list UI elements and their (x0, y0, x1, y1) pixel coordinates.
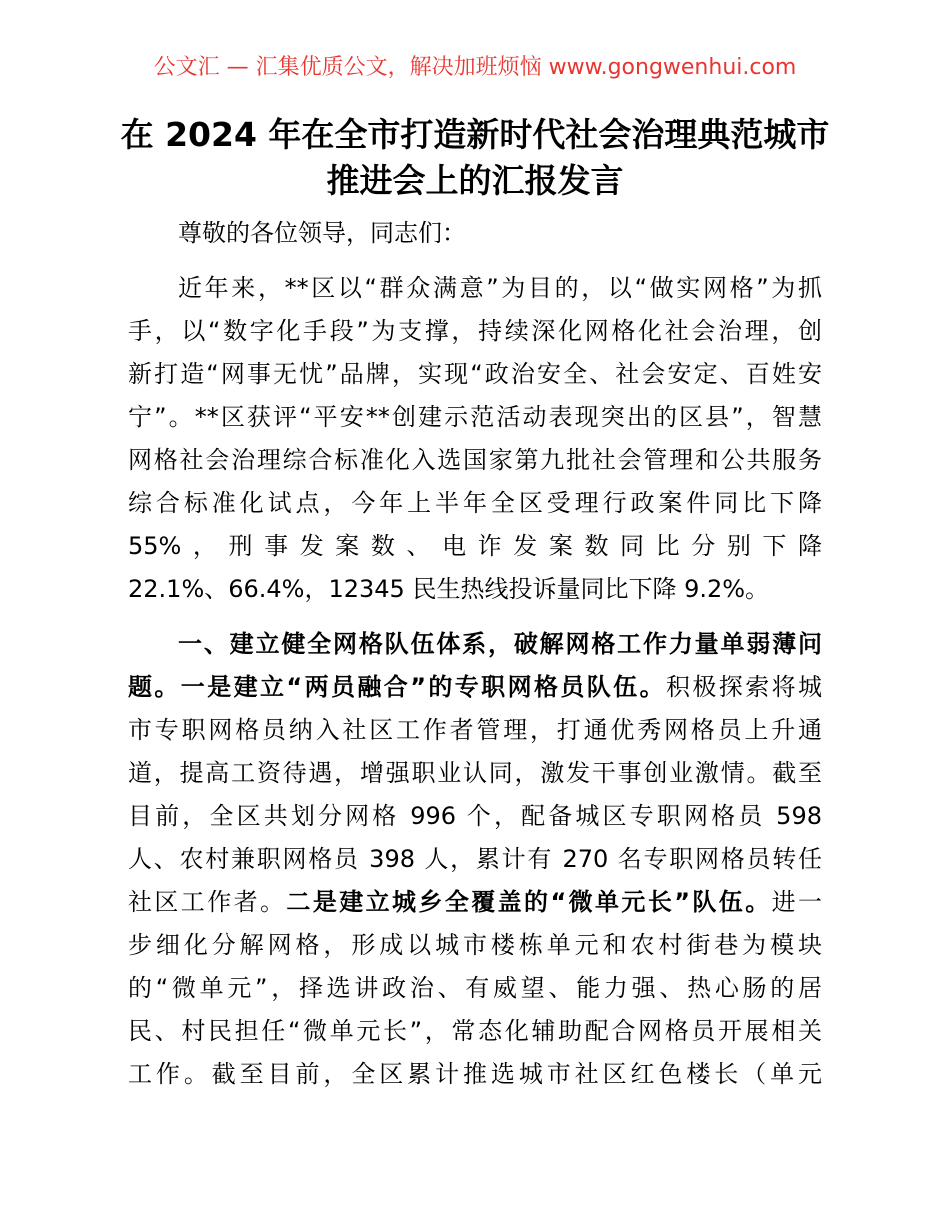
text-segment: 人、农村兼职网格员 398 人，累计有 270 名专职网格员转任 (128, 845, 822, 873)
text-segment: 目前，全区共划分网格 996 个，配备城区专职网格员 598 (128, 802, 822, 830)
text-line (128, 967, 822, 1010)
bold-text-segment: 二是建立城乡全覆盖的“微单元长”队伍。 (286, 888, 772, 916)
text-line (128, 396, 822, 439)
bold-text-segment: 题。一是建立“两员融合”的专职网格员队伍。 (128, 673, 666, 701)
paragraph (128, 623, 822, 1096)
text-line (128, 1053, 822, 1096)
body-text (128, 212, 822, 1096)
text-segment: 手，以“数字化手段”为支撑，持续深化网格化社会治理，创 (128, 317, 822, 345)
text-segment: 宁”。**区获评“平安**创建示范活动表现突出的区县”，智慧 (128, 403, 822, 431)
text-segment: 22.1%、66.4%，12345 民生热线投诉量同比下降 9.2%。 (128, 575, 770, 603)
text-segment: 社区工作者。 (128, 888, 287, 916)
text-segment: 新打造“网事无忧”品牌，实现“政治安全、社会安定、百姓安 (128, 360, 822, 388)
text-segment: 进一 (771, 888, 822, 916)
text-segment: 工作。截至目前，全区累计推选城市社区红色楼长（单元 (128, 1060, 822, 1088)
text-segment: 道，提高工资待遇，增强职业认同，激发干事创业激情。截至 (128, 759, 822, 787)
text-line (128, 568, 822, 611)
text-segment: 市专职网格员纳入社区工作者管理，打通优秀网格员上升通 (128, 716, 822, 744)
paragraph (128, 212, 822, 255)
text-line (128, 525, 822, 568)
text-line (128, 752, 822, 795)
text-segment: 尊敬的各位领导，同志们： (178, 219, 466, 247)
text-line (128, 310, 822, 353)
text-segment: 民、村民担任“微单元长”，常态化辅助配合网格员开展相关 (128, 1017, 822, 1045)
text-segment: 步细化分解网格，形成以城市楼栋单元和农村街巷为模块 (128, 931, 822, 959)
paragraph (128, 267, 822, 611)
text-line (128, 212, 822, 255)
document-title (80, 112, 870, 204)
text-segment: 网格社会治理综合标准化入选国家第九批社会管理和公共服务 (128, 446, 822, 474)
text-segment: 综合标准化试点，今年上半年全区受理行政案件同比下降 (128, 489, 822, 517)
watermark-header-text: 公文汇 — 汇集优质公文，解决加班烦恼 www.gongwenhui.com (153, 55, 797, 80)
text-line (128, 353, 822, 396)
text-segment: 积极探索将城 (666, 673, 822, 701)
text-segment: 55%，刑事发案数、电诈发案数同比分别下降 (128, 532, 822, 560)
text-line (128, 924, 822, 967)
text-line (128, 881, 822, 924)
text-line (128, 1010, 822, 1053)
document-title-line-2: 推进会上的汇报发言 (326, 161, 624, 200)
text-line (128, 795, 822, 838)
bold-text-segment: 一、建立健全网格队伍体系，破解网格工作力量单弱薄问 (178, 630, 822, 658)
text-line (128, 666, 822, 709)
text-line (128, 439, 822, 482)
text-line (128, 267, 822, 310)
text-line (128, 709, 822, 752)
text-line (128, 482, 822, 525)
text-segment: 近年来，**区以“群众满意”为目的，以“做实网格”为抓 (178, 274, 822, 302)
text-line (128, 623, 822, 666)
document-title-line-1: 在 2024 年在全市打造新时代社会治理典范城市 (120, 115, 830, 154)
text-segment: 的“微单元”，择选讲政治、有威望、能力强、热心肠的居 (128, 974, 822, 1002)
text-line (128, 838, 822, 881)
